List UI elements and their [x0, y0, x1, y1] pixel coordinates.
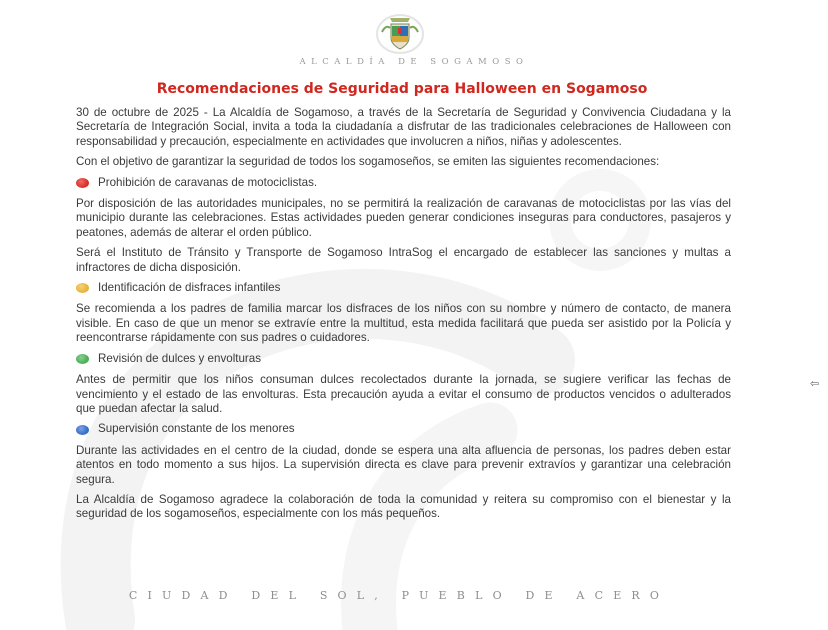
- yellow-circle-icon: [76, 283, 89, 293]
- recommendation-paragraph: Por disposición de las autoridades municipales, no se permitirá la realización de caravanas de motociclistas por las vías del municipio durante las celebraciones. Estas actividades pueden generar condiciones inseguras para conductores, pasajeros y peatones, además de alterar el orden público.: [76, 197, 731, 239]
- blue-circle-icon: [76, 425, 89, 435]
- footer-slogan: CIUDAD DEL SOL, PUEBLO DE ACERO: [128, 589, 670, 602]
- organization-name: ALCALDÍA DE SOGAMOSO: [299, 57, 529, 67]
- recommendation-title: Supervisión constante de los menores: [98, 422, 295, 436]
- page-title: Recomendaciones de Seguridad para Halloween en Sogamoso: [156, 81, 648, 97]
- recommendation-paragraph: Durante las actividades en el centro de la ciudad, donde se espera una alta afluencia de personas, los padres deben estar atentos en todo momento a sus hijos. La supervisión directa es clave para prevenir extravíos y garantizar una celebración segura.: [76, 443, 731, 486]
- recommendation-heading: [76, 422, 731, 436]
- recommendation-paragraph: Se recomienda a los padres de familia marcar los disfraces de los niños con su nombre y número de contacto, de manera visible. En caso de que un menor se extravíe entre la multitud, esta medida facilitará que pueda ser asistido por la Policía y reencontrarse rápidamente con sus padres o cuidadores.: [76, 302, 731, 345]
- green-circle-icon: [76, 354, 89, 364]
- recommendation-title: Identificación de disfraces infantiles: [98, 281, 281, 295]
- back-arrow-icon[interactable]: ⇦: [810, 377, 820, 390]
- closing-paragraph: La Alcaldía de Sogamoso agradece la colaboración de toda la comunidad y reitera su compromiso con el bienestar y la seguridad de los sogamoseños, especialmente con los más pequeños.: [76, 492, 731, 521]
- municipal-crest-logo: [376, 14, 424, 54]
- article-body: [76, 106, 731, 528]
- intro-paragraph: 30 de octubre de 2025 - La Alcaldía de Sogamoso, a través de la Secretaría de Seguridad y Convivencia Ciudadana y la Secretaría de Integración Social, invita a toda la ciudadanía a disfrutar de las tradicionales celebraciones de Halloween con responsabilidad y precaución, especialmente en actividades que involucren a niños, niñas y adolescentes.: [76, 106, 731, 148]
- recommendation-paragraph: Antes de permitir que los niños consuman dulces recolectados durante la jornada, se sugiere verificar las fechas de vencimiento y el estado de las envolturas. Esta precaución ayuda a evitar el consumo de productos vencidos o adulterados que puedan afectar la salud.: [76, 373, 731, 415]
- recommendation-title: Prohibición de caravanas de motociclistas.: [98, 175, 318, 189]
- red-circle-icon: [76, 178, 89, 188]
- intro-paragraph: Con el objetivo de garantizar la seguridad de todos los sogamoseños, se emiten las siguientes recomendaciones:: [76, 155, 660, 169]
- recommendation-heading: [76, 352, 731, 366]
- recommendation-title: Revisión de dulces y envolturas: [98, 351, 262, 365]
- recommendation-paragraph: Será el Instituto de Tránsito y Transporte de Sogamoso IntraSog el encargado de establecer las sanciones y multas a infractores de dicha disposición.: [76, 246, 731, 274]
- recommendation-heading: [76, 176, 731, 190]
- recommendation-heading: [76, 281, 731, 295]
